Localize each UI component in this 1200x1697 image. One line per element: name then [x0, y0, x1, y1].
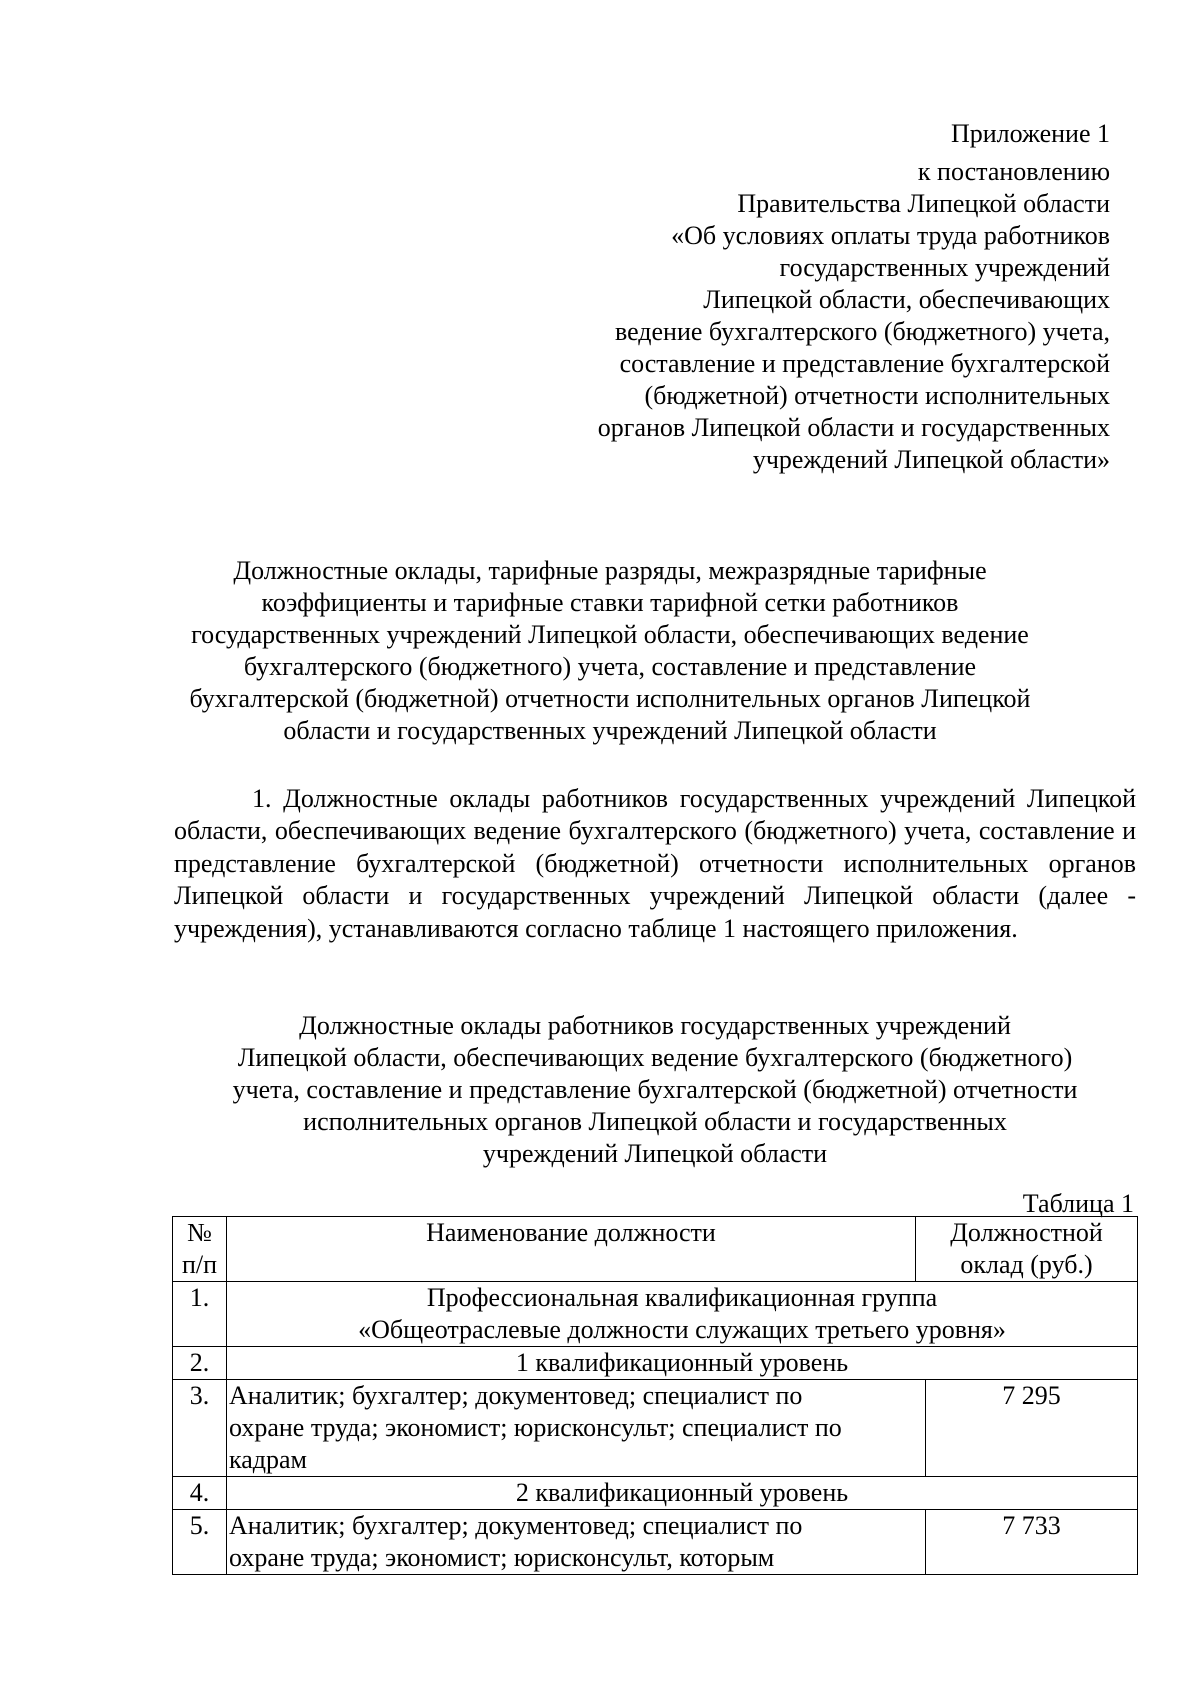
qualification-level: 1 квалификационный уровень [227, 1347, 1138, 1380]
group-line: «Общеотраслевые должности служащих третьего уровня» [358, 1315, 1006, 1344]
table-title-line: учреждений Липецкой области [482, 1139, 828, 1168]
appendix-title: Приложение 1 [950, 119, 1110, 148]
salary-value: 7 295 [926, 1380, 1138, 1477]
title-line: коэффициенты и тарифные ставки тарифной сетки работников [261, 588, 959, 617]
salary-value: 7 733 [926, 1510, 1138, 1575]
row-num: 2. [173, 1347, 227, 1380]
appendix-line: государственных учреждений [779, 253, 1110, 282]
row-num: 3. [173, 1380, 227, 1477]
table-row [173, 1510, 1138, 1575]
table-title-line: Липецкой области, обеспечивающих ведение бухгалтерского (бюджетного) [237, 1043, 1073, 1072]
appendix-line: «Об условиях оплаты труда работников [671, 221, 1110, 250]
appendix-line: органов Липецкой области и государственных [597, 413, 1110, 442]
table-title-line: Должностные оклады работников государственных учреждений [299, 1011, 1011, 1040]
document-title [170, 555, 1050, 747]
salary-table [172, 1216, 1138, 1575]
position-line: охране труда; экономист; юрисконсульт, которым [229, 1543, 775, 1572]
header-salary-line: оклад (руб.) [960, 1250, 1093, 1279]
table-row [173, 1380, 1138, 1477]
header-num-line: п/п [181, 1250, 218, 1279]
row-num: 4. [173, 1477, 227, 1510]
appendix-line: ведение бухгалтерского (бюджетного) учета, [614, 317, 1110, 346]
table-header-row [173, 1217, 1138, 1282]
title-line: бухгалтерской (бюджетной) отчетности исполнительных органов Липецкой [189, 684, 1031, 713]
header-name: Наименование должности [227, 1217, 916, 1282]
table-title-line: исполнительных органов Липецкой области и государственных [303, 1107, 1007, 1136]
table-row [173, 1347, 1138, 1380]
appendix-header [470, 118, 1110, 476]
position-line: кадрам [229, 1445, 307, 1474]
header-salary [916, 1217, 1138, 1282]
header-salary-line: Должностной [950, 1218, 1103, 1247]
header-num-line: № [187, 1218, 212, 1247]
title-line: бухгалтерского (бюджетного) учета, составление и представление [243, 652, 977, 681]
header-num [173, 1217, 227, 1282]
qualification-group [227, 1282, 1138, 1347]
appendix-line: Липецкой области, обеспечивающих [703, 285, 1110, 314]
title-line: Должностные оклады, тарифные разряды, межразрядные тарифные [233, 556, 987, 585]
position-name [227, 1380, 926, 1477]
table-row [173, 1282, 1138, 1347]
table-title-line: учета, составление и представление бухгалтерской (бюджетной) отчетности [232, 1075, 1078, 1104]
title-line: области и государственных учреждений Липецкой области [283, 716, 937, 745]
appendix-line: учреждений Липецкой области» [752, 445, 1110, 474]
position-line: охране труда; экономист; юрисконсульт; специалист по [229, 1413, 842, 1442]
group-line: Профессиональная квалификационная группа [426, 1283, 938, 1312]
position-line: Аналитик; бухгалтер; документовед; специалист по [229, 1381, 803, 1410]
appendix-line: составление и представление бухгалтерской [619, 349, 1110, 378]
row-num: 5. [173, 1510, 227, 1575]
qualification-level: 2 квалификационный уровень [227, 1477, 1138, 1510]
paragraph-1: 1. Должностные оклады работников государственных учреждений Липецкой области, обеспечивающих ведение бухгалтерского (бюджетного) учета, составление и представление бухгалтерской (бюджетной) отчетности исполнительных органов Липецкой области и государственных учреждений Липецкой области (далее - учреждения), устанавливаются согласно таблице 1 настоящего приложения. [174, 784, 1136, 943]
appendix-line: к постановлению [917, 157, 1110, 186]
row-num: 1. [173, 1282, 227, 1347]
appendix-line: Правительства Липецкой области [737, 189, 1110, 218]
title-line: государственных учреждений Липецкой области, обеспечивающих ведение [191, 620, 1029, 649]
table-title [170, 1010, 1140, 1170]
table-row [173, 1477, 1138, 1510]
position-line: Аналитик; бухгалтер; документовед; специалист по [229, 1511, 803, 1540]
table-caption: Таблица 1 [1022, 1189, 1134, 1218]
position-name [227, 1510, 926, 1575]
appendix-line: (бюджетной) отчетности исполнительных [644, 381, 1110, 410]
